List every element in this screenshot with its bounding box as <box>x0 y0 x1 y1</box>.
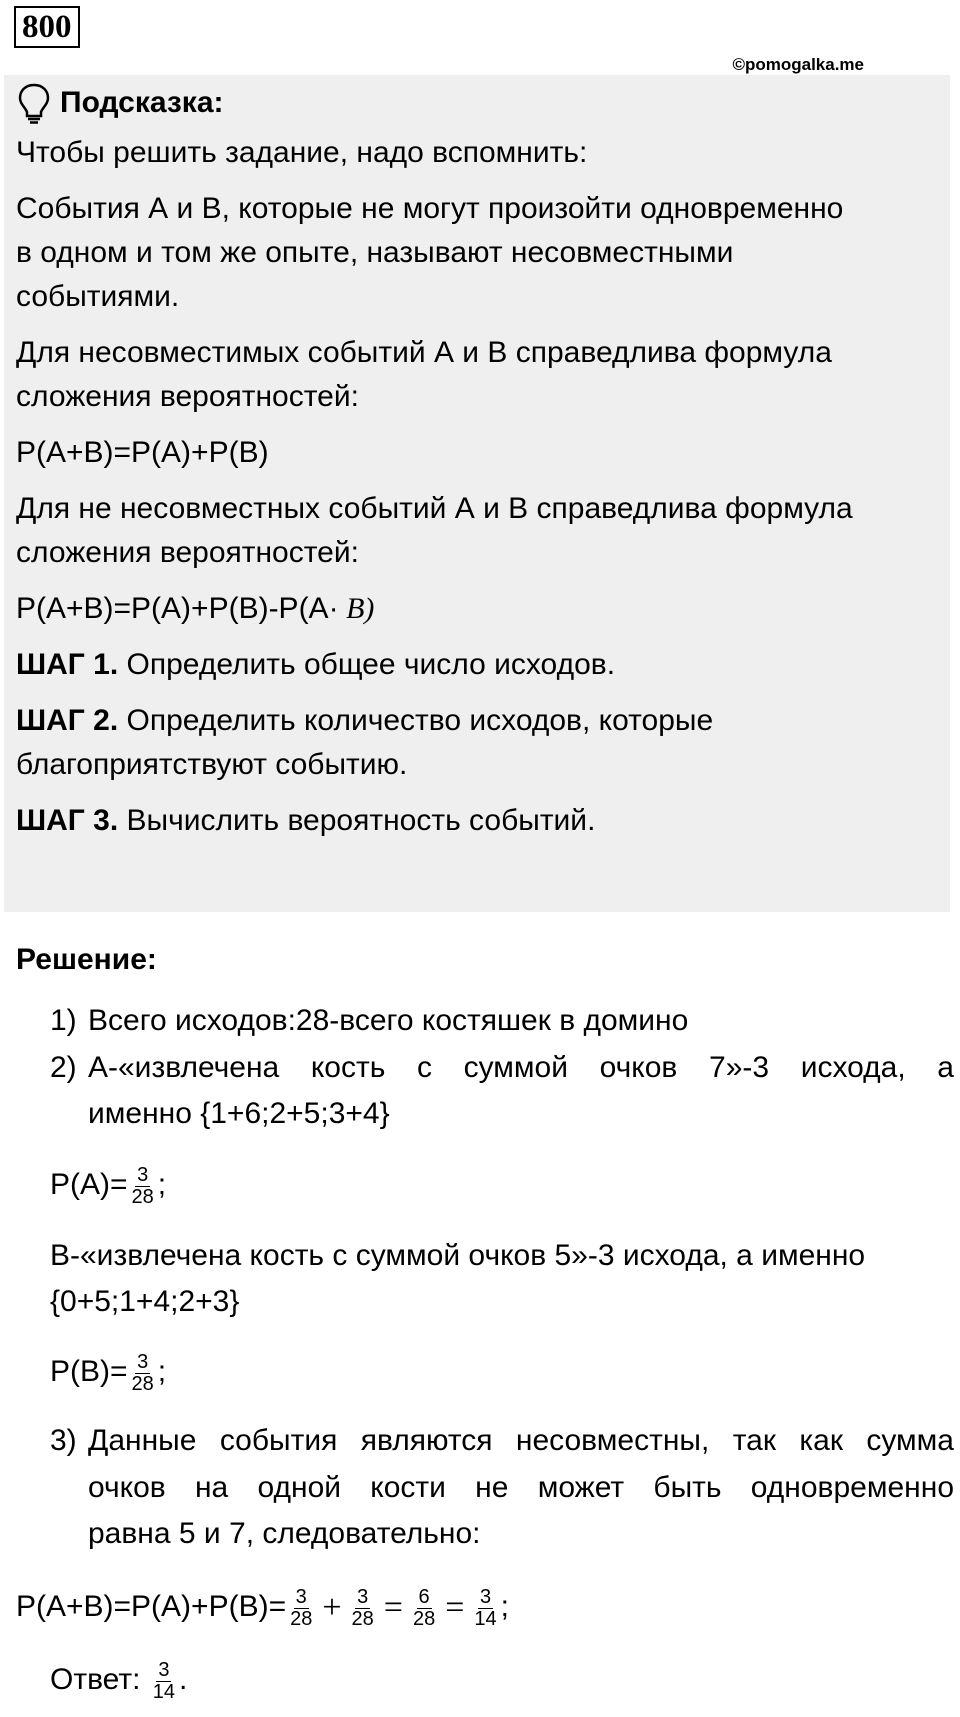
step-3-text: Вычислить вероятность событий. <box>118 804 596 837</box>
lightbulb-icon <box>16 81 52 125</box>
item-1-text: Всего исходов:28-всего костяшек в домино <box>88 1004 689 1037</box>
answer-label: Ответ: <box>50 1663 149 1696</box>
plus-sign: + <box>322 1589 342 1627</box>
step-1-text: Определить общее число исходов. <box>118 648 616 681</box>
fraction-3-denominator: 28 <box>412 1607 436 1630</box>
hint-para1-line1: События А и В, которые не могут произойти одновременно <box>16 192 844 225</box>
step-1 <box>16 643 615 687</box>
formula-general-prefix: P(A+B)=P(A)+P(B)-P(A· <box>16 592 339 625</box>
item-3-line3: равна 5 и 7, следовательно: <box>88 1517 481 1550</box>
final-suffix: ; <box>500 1590 509 1623</box>
fraction-3 <box>411 1587 437 1630</box>
hint-intro: Чтобы решить задание, надо вспомнить: <box>16 136 588 169</box>
equals-sign-1: = <box>383 1589 403 1627</box>
event-b-line1: В-«извлечена кость с суммой очков 5»-3 исхода, а именно <box>50 1239 866 1272</box>
step-2-text-line2: благоприятствуют событию. <box>16 748 408 781</box>
step-2-label: ШАГ 2. <box>16 704 119 737</box>
solution-title: Решение: <box>16 943 157 976</box>
probability-a <box>50 1163 166 1208</box>
step-1-label: ШАГ 1. <box>16 648 119 681</box>
answer-denominator: 14 <box>152 1680 176 1703</box>
hint-para3-line1: Для не несовместных событий А и В справедлива формула <box>16 492 853 525</box>
item-2-line1: А-«извлечена кость с суммой очков 7»-3 исхода, а <box>88 1051 954 1084</box>
item-2-line2: именно {1+6;2+5;3+4} <box>88 1097 390 1130</box>
pa-suffix: ; <box>157 1168 167 1201</box>
item-3-line1: Данные события являются несовместны, так как сумма <box>88 1424 954 1457</box>
hint-title: Подсказка: <box>60 86 224 119</box>
fraction-1-denominator: 28 <box>290 1607 313 1630</box>
answer <box>50 1658 187 1703</box>
event-b-line2: {0+5;1+4;2+3} <box>50 1285 240 1318</box>
fraction-3-numerator: 6 <box>418 1585 430 1608</box>
formula-general-close: ) <box>364 592 375 625</box>
pb-numerator: 3 <box>137 1350 149 1373</box>
answer-numerator: 3 <box>158 1658 170 1681</box>
step-2-text-line1: Определить количество исходов, которые <box>118 704 714 737</box>
pa-fraction <box>130 1165 156 1208</box>
fraction-4 <box>472 1587 498 1630</box>
fraction-1 <box>288 1587 314 1630</box>
answer-fraction <box>151 1660 177 1703</box>
pb-denominator: 28 <box>131 1372 154 1395</box>
probability-b <box>50 1350 166 1395</box>
equals-sign-2: = <box>445 1589 465 1627</box>
pa-denominator: 28 <box>131 1185 154 1208</box>
fraction-4-numerator: 3 <box>479 1585 492 1608</box>
answer-suffix: . <box>179 1663 188 1696</box>
pb-suffix: ; <box>157 1355 167 1388</box>
pb-fraction <box>130 1352 156 1395</box>
hint-para1-line2: в одном и том же опыте, называют несовместными <box>16 236 734 269</box>
watermark: ©pomogalka.me <box>732 55 864 74</box>
final-prefix: P(A+B)=P(A)+P(B)= <box>16 1590 287 1623</box>
formula-sum-disjoint: P(A+B)=P(A)+P(B) <box>16 436 269 469</box>
hint-para2-line1: Для несовместимых событий А и В справедлива формула <box>16 336 832 369</box>
hint-box <box>4 75 950 912</box>
fraction-1-numerator: 3 <box>295 1585 307 1608</box>
final-formula <box>16 1585 509 1630</box>
pa-numerator: 3 <box>137 1163 149 1186</box>
item-1-number: 1) <box>50 1004 77 1037</box>
item-2-number: 2) <box>50 1051 77 1084</box>
pa-prefix: P(A)= <box>50 1168 128 1201</box>
item-3-number: 3) <box>50 1424 77 1457</box>
step-3 <box>16 799 595 843</box>
hint-para2-line2: сложения вероятностей: <box>16 380 359 413</box>
step-3-label: ШАГ 3. <box>16 804 119 837</box>
fraction-2 <box>350 1587 376 1630</box>
formula-sum-general <box>16 587 374 631</box>
formula-general-b: B <box>338 592 365 625</box>
task-number: 800 <box>14 6 80 48</box>
step-2 <box>16 699 713 743</box>
pb-prefix: P(B)= <box>50 1355 128 1388</box>
fraction-2-numerator: 3 <box>357 1585 369 1608</box>
fraction-4-denominator: 14 <box>474 1607 497 1630</box>
fraction-2-denominator: 28 <box>351 1607 374 1630</box>
item-3-line2: очков на одной кости не может быть одновременно <box>88 1471 954 1504</box>
hint-heading <box>16 81 224 125</box>
hint-para1-line3: событиями. <box>16 280 180 313</box>
hint-para3-line2: сложения вероятностей: <box>16 536 359 569</box>
